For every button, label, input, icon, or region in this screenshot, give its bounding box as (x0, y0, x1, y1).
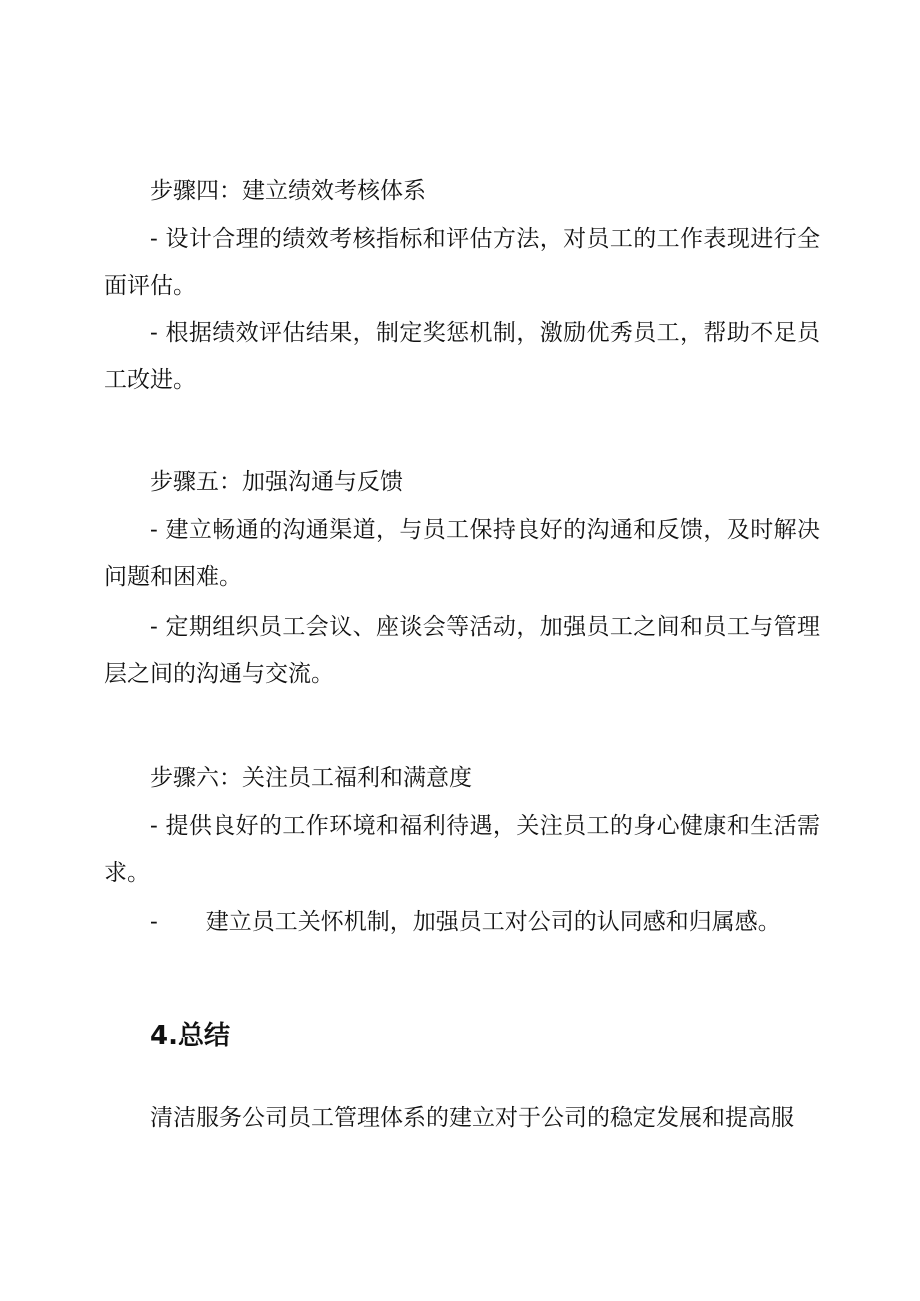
step-four-heading: 步骤四：建立绩效考核体系 (150, 178, 426, 204)
step-six-heading: 步骤六：关注员工福利和满意度 (150, 765, 472, 791)
step-six-item-2-text: 建立员工关怀机制，加强员工对公司的认同感和归属感。 (205, 909, 781, 935)
step-five-item-2: - 定期组织员工会议、座谈会等活动，加强员工之间和员工与管理层之间的沟通与交流。 (104, 614, 820, 687)
step-four-item-2: - 根据绩效评估结果，制定奖惩机制，激励优秀员工，帮助不足员工改进。 (104, 320, 820, 393)
summary-text: 清洁服务公司员工管理体系的建立对于公司的稳定发展和提高服 (150, 1105, 794, 1131)
step-five-heading: 步骤五：加强沟通与反馈 (150, 469, 403, 495)
summary-title: 4.总结 (150, 1021, 230, 1051)
step-six-item-2 (104, 899, 820, 946)
step-four-item-1: - 设计合理的绩效考核指标和评估方法，对员工的工作表现进行全面评估。 (104, 226, 820, 299)
step-six-item-1: - 提供良好的工作环境和福利待遇，关注员工的身心健康和生活需求。 (104, 813, 820, 886)
step-five-item-1: - 建立畅通的沟通渠道，与员工保持良好的沟通和反馈，及时解决问题和困难。 (104, 517, 820, 590)
step-six-item-2-dash: - (150, 909, 158, 935)
